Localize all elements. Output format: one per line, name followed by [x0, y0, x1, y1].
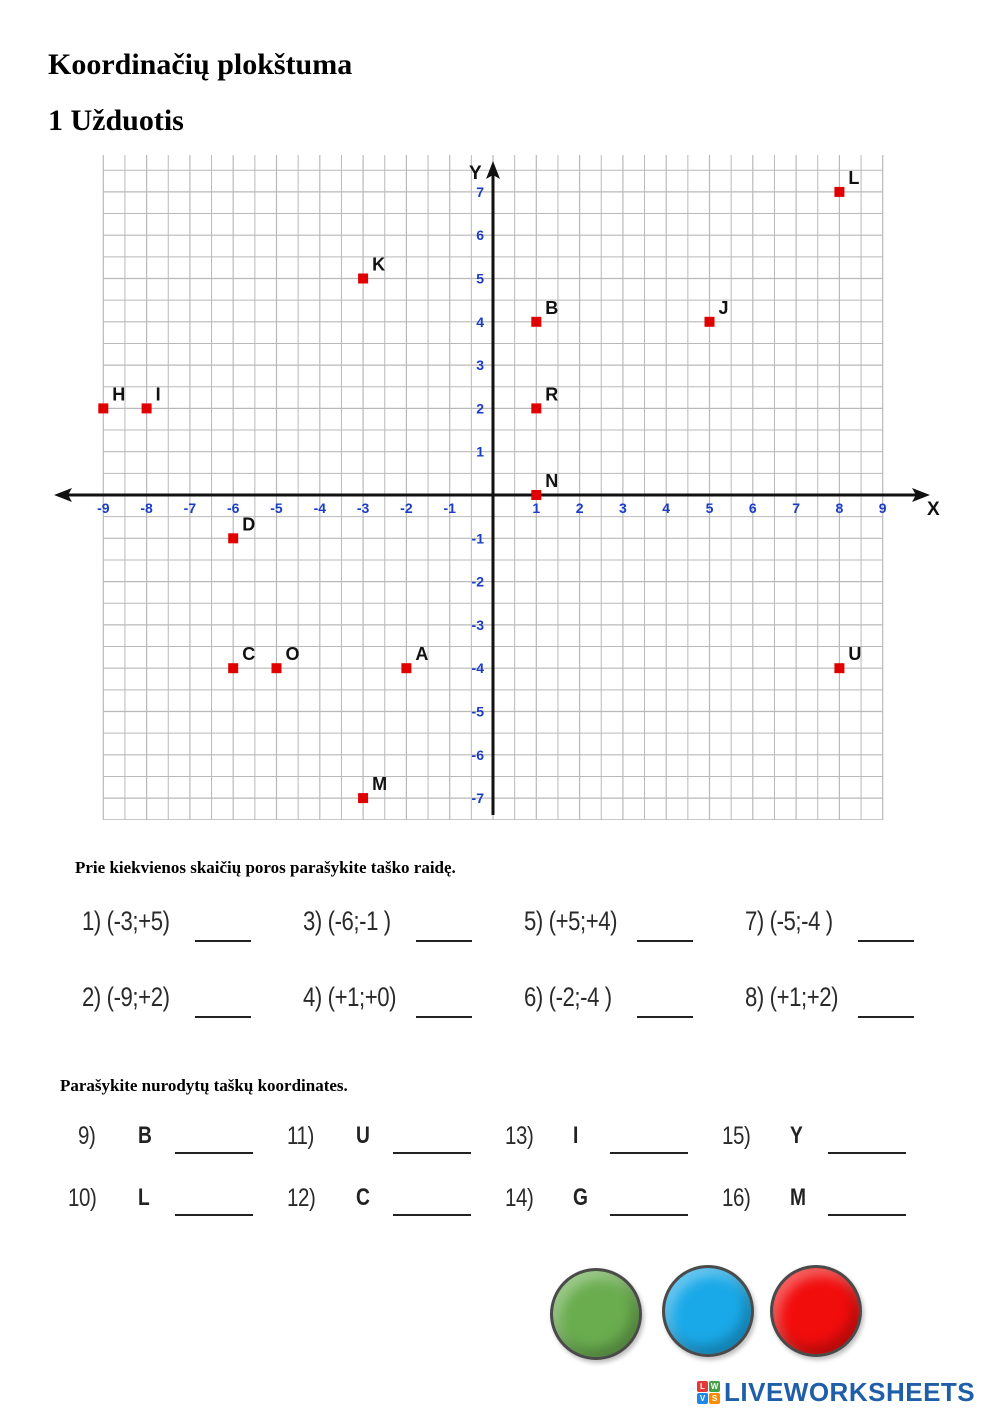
question-7: 7) (-5;-4 ) [745, 906, 833, 936]
liveworksheets-logo-icon [697, 1381, 720, 1404]
point-label-h: H [112, 384, 126, 405]
answer-field-15[interactable] [828, 1152, 906, 1154]
point-k [358, 274, 368, 284]
question-4: 4) (+1;+0) [303, 982, 397, 1012]
point-label-m: M [372, 774, 388, 795]
point-label-o: O [285, 644, 300, 665]
section1-instruction: Prie kiekvienos skaičių poros parašykite taško raidę. [75, 858, 456, 877]
x-tick-label: 4 [662, 500, 671, 516]
point-label-n: N [545, 471, 559, 491]
question-6: 6) (-2;-4 ) [524, 982, 612, 1012]
question-5: 5) (+5;+4) [524, 906, 618, 936]
question-12-letter: C [356, 1184, 370, 1211]
x-tick-label: -3 [356, 500, 370, 516]
y-tick-label: 4 [476, 313, 484, 330]
page-title: Koordinačių plokštuma [48, 48, 353, 81]
logo-letter-w: W [710, 1381, 719, 1391]
point-l [834, 187, 844, 197]
answer-field-8[interactable] [858, 1016, 914, 1018]
point-label-k: K [372, 254, 386, 275]
question-12-number: 12) [287, 1184, 316, 1212]
point-label-a: A [415, 644, 429, 665]
y-tick-label: 2 [476, 400, 484, 417]
y-tick-label: 3 [476, 357, 484, 374]
question-2: 2) (-9;+2) [82, 982, 170, 1012]
answer-field-9[interactable] [175, 1152, 253, 1154]
question-13-number: 13) [505, 1122, 534, 1150]
question-10-letter: L [138, 1184, 150, 1211]
question-13-letter: I [573, 1122, 579, 1149]
point-d [228, 533, 238, 543]
x-axis-label: X [927, 499, 940, 520]
y-tick-label: 5 [476, 270, 484, 287]
question-8: 8) (+1;+2) [745, 982, 839, 1012]
point-n [531, 490, 541, 500]
question-16-number: 16) [722, 1184, 751, 1212]
logo-letter-v: V [697, 1393, 708, 1404]
x-tick-label: -9 [97, 500, 110, 516]
question-15-number: 15) [722, 1122, 751, 1150]
question-11-letter: U [356, 1122, 370, 1149]
point-u [834, 663, 844, 673]
point-label-r: R [545, 384, 559, 405]
y-tick-label: -5 [471, 703, 484, 720]
red-button[interactable] [770, 1265, 862, 1357]
question-16-letter: M [790, 1184, 806, 1211]
point-i [142, 403, 152, 413]
answer-field-1[interactable] [195, 940, 251, 942]
answer-field-6[interactable] [637, 1016, 693, 1018]
point-c [228, 663, 238, 673]
point-label-j: J [718, 297, 729, 318]
blue-button[interactable] [662, 1265, 754, 1357]
question-3: 3) (-6;-1 ) [303, 906, 391, 936]
x-tick-label: 1 [532, 500, 541, 516]
point-label-i: I [155, 384, 161, 405]
answer-field-2[interactable] [195, 1016, 251, 1018]
question-11-number: 11) [287, 1122, 314, 1150]
green-button[interactable] [550, 1268, 642, 1360]
section2-instruction: Parašykite nurodytų taškų koordinates. [60, 1076, 348, 1095]
point-label-u: U [848, 644, 862, 665]
question-9-letter: B [138, 1122, 152, 1149]
x-tick-label: -8 [140, 500, 153, 516]
logo-letter-s: S [709, 1393, 720, 1404]
point-j [705, 317, 715, 327]
x-tick-label: -5 [270, 500, 283, 516]
question-10-number: 10) [68, 1184, 97, 1212]
y-axis-label: Y [469, 163, 482, 184]
question-14-letter: G [573, 1184, 588, 1211]
y-tick-label: -3 [471, 616, 484, 633]
point-label-d: D [242, 514, 256, 535]
x-tick-label: -4 [313, 500, 327, 516]
answer-field-3[interactable] [416, 940, 472, 942]
y-tick-label: 7 [476, 183, 484, 200]
y-tick-label: -1 [471, 530, 484, 547]
coordinate-plane [50, 155, 950, 820]
y-tick-label: -4 [471, 660, 484, 677]
point-r [531, 403, 541, 413]
point-label-c: C [242, 644, 256, 665]
liveworksheets-brand [697, 1377, 975, 1407]
answer-field-13[interactable] [610, 1152, 688, 1154]
point-label-b: B [545, 297, 559, 318]
answer-field-7[interactable] [858, 940, 914, 942]
question-1: 1) (-3;+5) [82, 906, 170, 936]
x-tick-label: 8 [835, 500, 844, 516]
y-tick-label: 6 [476, 227, 484, 244]
answer-field-11[interactable] [393, 1152, 471, 1154]
answer-field-16[interactable] [828, 1214, 906, 1216]
point-h [98, 403, 108, 413]
question-9-number: 9) [78, 1122, 96, 1150]
task-title: 1 Užduotis [48, 104, 184, 137]
y-tick-label [476, 155, 484, 157]
x-tick-label: 3 [619, 500, 627, 516]
point-o [272, 663, 282, 673]
answer-field-5[interactable] [637, 940, 693, 942]
y-tick-label: -7 [471, 790, 484, 807]
point-a [401, 663, 411, 673]
x-tick-label: 5 [705, 500, 714, 516]
x-tick-label: -1 [443, 500, 456, 516]
x-tick-label: 2 [575, 500, 584, 516]
x-tick-label: -6 [226, 500, 240, 516]
answer-field-14[interactable] [610, 1214, 688, 1216]
y-tick-label: -6 [471, 746, 484, 763]
point-b [531, 317, 541, 327]
answer-field-4[interactable] [416, 1016, 472, 1018]
brand-name: LIVEWORKSHEETS [724, 1376, 976, 1407]
question-15-letter: Y [790, 1122, 803, 1149]
y-tick-label: 1 [476, 443, 484, 460]
x-tick-label: 6 [748, 500, 757, 516]
point-label-l: L [848, 167, 860, 188]
point-m [358, 793, 368, 803]
y-tick-label: -2 [471, 573, 484, 590]
x-tick-label: -7 [183, 500, 197, 516]
x-tick-label: 7 [792, 500, 800, 516]
logo-letter-l: L [697, 1381, 708, 1392]
x-tick-label: 9 [878, 500, 887, 516]
answer-field-10[interactable] [175, 1214, 253, 1216]
x-tick-label: -2 [400, 500, 413, 516]
answer-field-12[interactable] [393, 1214, 471, 1216]
question-14-number: 14) [505, 1184, 534, 1212]
